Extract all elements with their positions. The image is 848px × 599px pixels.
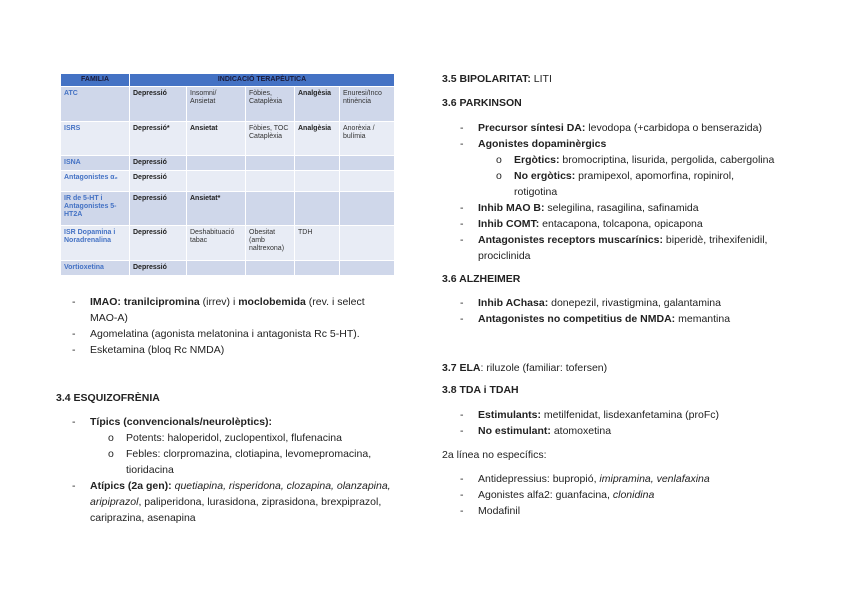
table-cell: Depressió* [130,122,187,156]
list-item: - Estimulants: metilfenidat, lisdexanfetamina (proFc) [460,409,720,421]
table-row [61,171,395,192]
list-item: - Atípics (2a gen): quetiapina, risperidona, clozapina, olanzapina, [72,480,391,492]
list-item: - Antagonistes receptors muscarínics: biperidè, trihexifenidil, [460,234,768,246]
list-item: - IMAO: tranilcipromina (irrev) i moclobemida (rev. i select [72,296,365,308]
table-cell: Analgèsia [295,122,340,156]
table-cell: Depressió [130,156,187,171]
list-item: - Modafinil [460,505,521,517]
list-item: - Antidepressius: bupropió, imipramina, venlafaxina [460,473,710,485]
section-heading: 3.7 ELA: riluzole (familiar: tofersen) [442,362,608,374]
table-cell [295,171,340,192]
list-item-cont: prociclinida [478,250,531,262]
table-cell: Depressió [130,261,187,276]
table-cell [295,261,340,276]
table-cell: Vortioxetina [61,261,130,276]
table-cell [187,171,246,192]
list-item: o Potents: haloperidol, zuclopentixol, flufenacina [108,432,342,444]
table-cell: Depressió [130,226,187,261]
table-header-indicacio: INDICACIÓ TERAPÈUTICA [130,74,395,87]
list-item: - Inhib COMT: entacapona, tolcapona, opicapona [460,218,703,230]
table-cell [295,156,340,171]
table-cell [246,261,295,276]
table-cell: ISR Dopamina i Noradrenalina [61,226,130,261]
list-item: - Esketamina (bloq Rc NMDA) [72,344,225,356]
section-heading: 3.4 ESQUIZOFRÈNIA [56,392,160,404]
list-item: o Ergòtics: bromocriptina, lisurida, pergolida, cabergolina [496,154,775,166]
table-row [61,192,395,226]
list-item: o No ergòtics: pramipexol, apomorfina, ropinirol, [496,170,735,182]
table-cell [340,261,395,276]
table-cell: ISNA [61,156,130,171]
table-row [61,122,395,156]
list-item: - Inhib MAO B: selegilina, rasagilina, safinamida [460,202,699,214]
paragraph: 2a línea no específics: [442,449,547,461]
list-item: - Antagonistes no competitius de NMDA: memantina [460,313,731,325]
table-cell: Obesitat (amb naltrexona) [246,226,295,261]
list-item: - No estimulant: atomoxetina [460,425,612,437]
list-item-cont: tioridacina [126,464,174,476]
table-cell: TDH [295,226,340,261]
table-row [61,87,395,122]
list-item-cont: rotigotina [514,186,558,198]
list-item: - Típics (convencionals/neurolèptics): [72,416,273,428]
table-cell [187,156,246,171]
table-cell: ATC [61,87,130,122]
table-row [61,261,395,276]
table-cell [246,156,295,171]
table-cell [340,171,395,192]
therapeutic-table [60,73,395,276]
list-item: - Agonistes dopaminèrgics [460,138,607,150]
table-cell: IR de 5-HT i Antagonistes 5-HT2A [61,192,130,226]
section-heading: 3.8 TDA i TDAH [442,384,519,396]
list-item: - Agomelatina (agonista melatonina i antagonista Rc 5-HT). [72,328,360,340]
table-cell: Depressió [130,87,187,122]
table-cell: Fòbies, Cataplèxia [246,87,295,122]
section-heading: 3.6 ALZHEIMER [442,273,521,285]
table-header-familia: FAMILIA [61,74,130,87]
table-cell [340,156,395,171]
list-item-cont: aripiprazol, paliperidona, lurasidona, ziprasidona, brexpiprazol, [90,496,382,508]
table-cell: Depressió [130,171,187,192]
table-cell: Analgèsia [295,87,340,122]
table-cell: Fòbies, TOC Cataplèxia [246,122,295,156]
table-cell: Antagonistes α₂ [61,171,130,192]
table-cell [246,171,295,192]
list-item: - Precursor síntesi DA: levodopa (+carbidopa o benserazida) [460,122,762,134]
list-item-cont: MAO-A) [90,312,128,324]
table-cell [187,261,246,276]
list-item-cont: cariprazina, asenapina [90,512,196,524]
table-cell: ISRS [61,122,130,156]
table-cell [246,192,295,226]
table-cell: Anorèxia / bulímia [340,122,395,156]
list-item: - Inhib AChasa: donepezil, rivastigmina, galantamina [460,297,721,309]
list-item: - Agonistes alfa2: guanfacina, clonidina [460,489,655,501]
table-cell: Insomni/ Ansietat [187,87,246,122]
list-item: o Febles: clorpromazina, clotiapina, levomepromacina, [108,448,372,460]
table-cell: Depressió [130,192,187,226]
table-row [61,156,395,171]
section-heading: 3.6 PARKINSON [442,97,522,109]
table-cell [340,226,395,261]
section-heading: 3.5 BIPOLARITAT: LITI [442,73,552,85]
table-cell: Ansietat [187,122,246,156]
table-cell: Enuresi/Inco ntinència [340,87,395,122]
table-cell: Ansietat* [187,192,246,226]
table-row [61,226,395,261]
table-cell [340,192,395,226]
table-cell: Deshabituació tabac [187,226,246,261]
table-cell [295,192,340,226]
